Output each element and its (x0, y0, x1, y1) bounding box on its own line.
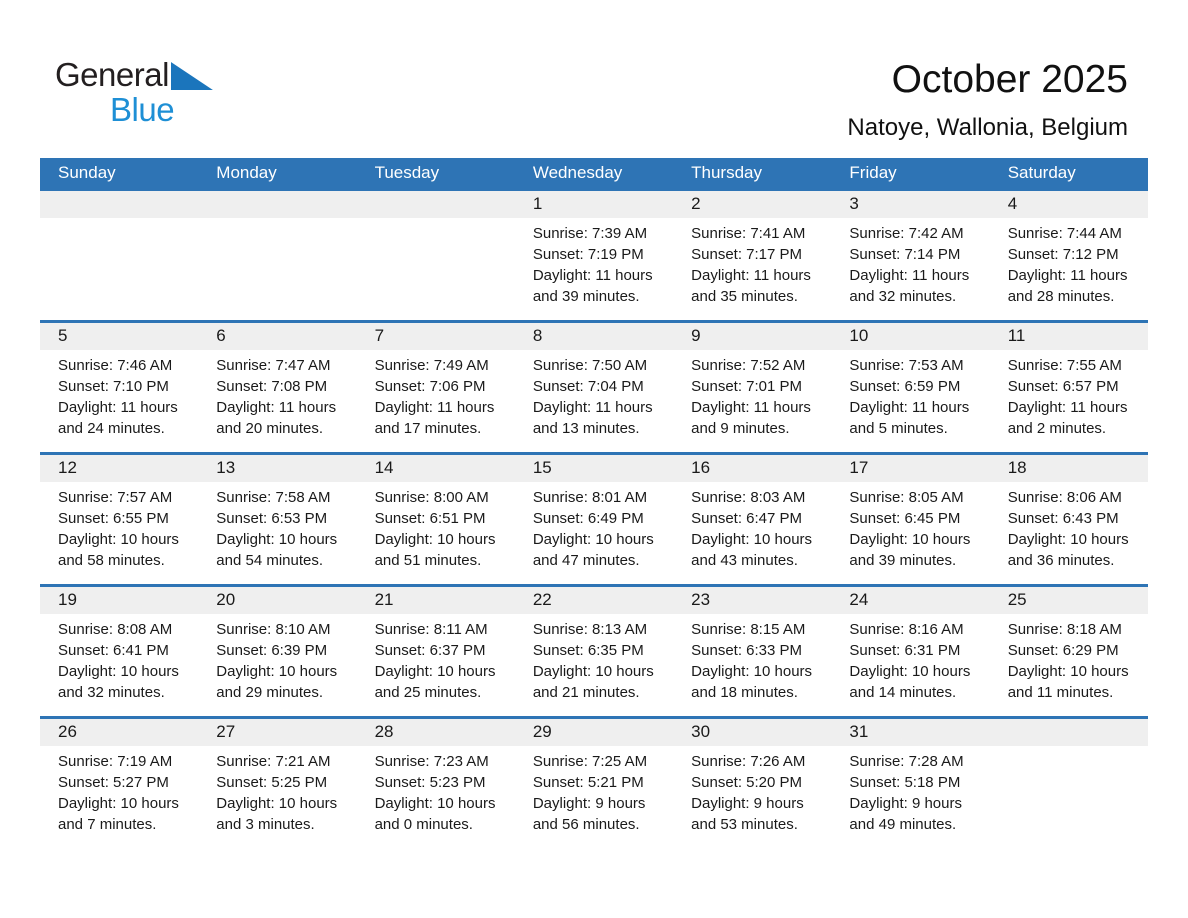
day-number: 1 (515, 191, 673, 218)
day-cell-5 (40, 323, 198, 452)
day-details (831, 746, 989, 835)
daylight-text-line1: Daylight: 11 hours (849, 399, 970, 416)
sunset-text: Sunset: 7:10 PM (58, 378, 169, 395)
day-details (831, 482, 989, 571)
sunset-text: Sunset: 6:57 PM (1007, 378, 1119, 395)
sunrise-text: Sunrise: 8:05 AM (849, 489, 964, 506)
daylight-text-line2: and 49 minutes. (849, 816, 957, 833)
daylight-text-line1: Daylight: 11 hours (849, 267, 970, 284)
daylight-text-line1: Daylight: 10 hours (374, 531, 496, 548)
day-details (198, 614, 356, 703)
sunset-text: Sunset: 7:14 PM (849, 246, 961, 263)
sunset-text: Sunset: 6:29 PM (1007, 642, 1119, 659)
daylight-text-line2: and 20 minutes. (216, 420, 324, 437)
day-details (40, 482, 198, 571)
weekday-header-row (40, 158, 1148, 188)
sunrise-text: Sunrise: 7:50 AM (532, 357, 648, 374)
day-number: 16 (673, 455, 831, 482)
daylight-text-line1: Daylight: 9 hours (691, 795, 804, 812)
sunset-text: Sunset: 6:47 PM (691, 510, 803, 527)
daylight-text-line2: and 0 minutes. (374, 816, 473, 833)
daylight-text-line2: and 14 minutes. (849, 684, 957, 701)
daylight-text-line1: Daylight: 9 hours (532, 795, 646, 812)
day-details (673, 746, 831, 835)
day-cell-4 (990, 191, 1148, 320)
sunrise-text: Sunrise: 7:49 AM (374, 357, 489, 374)
daylight-text-line2: and 9 minutes. (691, 420, 790, 437)
sunrise-text: Sunrise: 8:03 AM (691, 489, 806, 506)
sunrise-text: Sunrise: 7:21 AM (216, 753, 331, 770)
sunset-text: Sunset: 6:37 PM (374, 642, 486, 659)
day-number: 28 (357, 719, 515, 746)
general-blue-logo (55, 58, 213, 126)
day-cell-17 (831, 455, 989, 584)
daylight-text-line1: Daylight: 10 hours (374, 663, 496, 680)
day-details (198, 482, 356, 571)
day-cell-23 (673, 587, 831, 716)
daylight-text-line2: and 3 minutes. (216, 816, 315, 833)
day-number: 31 (831, 719, 989, 746)
day-details (357, 350, 515, 439)
sunrise-text: Sunrise: 7:19 AM (58, 753, 173, 770)
day-cell-11 (990, 323, 1148, 452)
sunset-text: Sunset: 7:19 PM (532, 246, 644, 263)
day-number: 17 (831, 455, 989, 482)
day-number: 4 (990, 191, 1148, 218)
sunrise-text: Sunrise: 8:15 AM (691, 621, 806, 638)
day-number: 29 (515, 719, 673, 746)
day-details (673, 614, 831, 703)
daylight-text-line2: and 25 minutes. (374, 684, 482, 701)
sunset-text: Sunset: 5:20 PM (691, 774, 803, 791)
day-cell-9 (673, 323, 831, 452)
daylight-text-line1: Daylight: 10 hours (1007, 531, 1129, 548)
daylight-text-line2: and 51 minutes. (374, 552, 482, 569)
day-cell-27 (198, 719, 356, 848)
day-number: 3 (831, 191, 989, 218)
sunrise-text: Sunrise: 7:26 AM (691, 753, 806, 770)
day-cell-12 (40, 455, 198, 584)
daylight-text-line2: and 28 minutes. (1007, 288, 1115, 305)
sunrise-text: Sunrise: 7:44 AM (1007, 225, 1122, 242)
day-number: 13 (198, 455, 356, 482)
daylight-text-line2: and 13 minutes. (532, 420, 640, 437)
day-cell-30 (673, 719, 831, 848)
daylight-text-line1: Daylight: 10 hours (58, 795, 179, 812)
sunset-text: Sunset: 6:31 PM (849, 642, 961, 659)
sunrise-text: Sunrise: 8:11 AM (374, 621, 488, 638)
daylight-text-line1: Daylight: 11 hours (691, 399, 811, 416)
day-cell-10 (831, 323, 989, 452)
sunset-text: Sunset: 6:33 PM (691, 642, 803, 659)
weekday-header-tuesday: Tuesday (374, 163, 440, 182)
daylight-text-line1: Daylight: 10 hours (58, 531, 179, 548)
day-number: 20 (198, 587, 356, 614)
daylight-text-line2: and 35 minutes. (691, 288, 798, 305)
day-cell-29 (515, 719, 673, 848)
day-cell-26 (40, 719, 198, 848)
day-cell-18 (990, 455, 1148, 584)
day-cell-22 (515, 587, 673, 716)
week-row-4 (40, 584, 1148, 716)
daylight-text-line2: and 58 minutes. (58, 552, 165, 569)
sunset-text: Sunset: 7:04 PM (532, 378, 644, 395)
sunset-text: Sunset: 6:51 PM (374, 510, 486, 527)
day-number: 23 (673, 587, 831, 614)
logo-text-general: General (55, 56, 169, 93)
sunrise-text: Sunrise: 7:57 AM (58, 489, 173, 506)
day-number: 26 (40, 719, 198, 746)
sunrise-text: Sunrise: 7:42 AM (849, 225, 964, 242)
day-number: 27 (198, 719, 356, 746)
day-details (357, 746, 515, 835)
day-details (515, 218, 673, 307)
day-cell-19 (40, 587, 198, 716)
daylight-text-line1: Daylight: 10 hours (216, 795, 338, 812)
week-row-5 (40, 716, 1148, 848)
day-number: 19 (40, 587, 198, 614)
sunrise-text: Sunrise: 7:39 AM (532, 225, 648, 242)
day-number: 30 (673, 719, 831, 746)
empty-day-strip (990, 719, 1148, 746)
daylight-text-line1: Daylight: 10 hours (1007, 663, 1129, 680)
sunset-text: Sunset: 7:12 PM (1007, 246, 1119, 263)
empty-day-cell (40, 191, 198, 320)
sunset-text: Sunset: 6:49 PM (532, 510, 644, 527)
day-details (990, 350, 1148, 439)
day-number: 22 (515, 587, 673, 614)
empty-day-strip (40, 191, 198, 218)
daylight-text-line2: and 39 minutes. (532, 288, 640, 305)
day-number: 9 (673, 323, 831, 350)
day-details (831, 614, 989, 703)
day-number: 11 (990, 323, 1148, 350)
sunrise-text: Sunrise: 8:16 AM (849, 621, 964, 638)
day-cell-13 (198, 455, 356, 584)
empty-day-cell (990, 719, 1148, 848)
day-details (831, 350, 989, 439)
daylight-text-line2: and 7 minutes. (58, 816, 157, 833)
daylight-text-line1: Daylight: 10 hours (216, 531, 338, 548)
daylight-text-line1: Daylight: 11 hours (216, 399, 337, 416)
sunset-text: Sunset: 6:53 PM (216, 510, 328, 527)
sunrise-text: Sunrise: 7:55 AM (1007, 357, 1122, 374)
empty-day-strip (198, 191, 356, 218)
day-cell-15 (515, 455, 673, 584)
weekday-header-friday: Friday (849, 163, 897, 182)
day-cell-1 (515, 191, 673, 320)
day-cell-7 (357, 323, 515, 452)
sunset-text: Sunset: 7:06 PM (374, 378, 486, 395)
week-row-2 (40, 320, 1148, 452)
sunrise-text: Sunrise: 8:13 AM (532, 621, 648, 638)
empty-day-cell (357, 191, 515, 320)
day-cell-2 (673, 191, 831, 320)
day-number: 10 (831, 323, 989, 350)
month-title: October 2025 (891, 58, 1128, 101)
sunrise-text: Sunrise: 7:53 AM (849, 357, 964, 374)
day-details (198, 350, 356, 439)
day-cell-16 (673, 455, 831, 584)
daylight-text-line1: Daylight: 11 hours (691, 267, 811, 284)
sunset-text: Sunset: 6:39 PM (216, 642, 328, 659)
daylight-text-line2: and 17 minutes. (374, 420, 482, 437)
day-details (673, 482, 831, 571)
day-cell-24 (831, 587, 989, 716)
day-details (990, 614, 1148, 703)
day-details (515, 614, 673, 703)
sunset-text: Sunset: 5:23 PM (374, 774, 486, 791)
daylight-text-line2: and 24 minutes. (58, 420, 165, 437)
daylight-text-line1: Daylight: 11 hours (1007, 399, 1128, 416)
day-number: 24 (831, 587, 989, 614)
sunrise-text: Sunrise: 7:47 AM (216, 357, 331, 374)
day-details (515, 482, 673, 571)
sunrise-text: Sunrise: 7:52 AM (691, 357, 806, 374)
daylight-text-line1: Daylight: 11 hours (374, 399, 495, 416)
sunrise-text: Sunrise: 7:46 AM (58, 357, 173, 374)
sunrise-text: Sunrise: 8:18 AM (1007, 621, 1122, 638)
empty-day-cell (198, 191, 356, 320)
day-cell-8 (515, 323, 673, 452)
sunset-text: Sunset: 5:21 PM (532, 774, 644, 791)
weekday-header-wednesday: Wednesday (532, 163, 623, 182)
daylight-text-line2: and 29 minutes. (216, 684, 324, 701)
day-details (40, 614, 198, 703)
day-details (673, 218, 831, 307)
day-details (40, 746, 198, 835)
daylight-text-line2: and 18 minutes. (691, 684, 798, 701)
daylight-text-line2: and 53 minutes. (691, 816, 798, 833)
daylight-text-line1: Daylight: 10 hours (849, 663, 971, 680)
day-number: 25 (990, 587, 1148, 614)
sunset-text: Sunset: 6:41 PM (58, 642, 169, 659)
daylight-text-line1: Daylight: 9 hours (849, 795, 962, 812)
logo-triangle-icon (171, 62, 213, 90)
sunset-text: Sunset: 6:59 PM (849, 378, 961, 395)
sunset-text: Sunset: 7:01 PM (691, 378, 803, 395)
sunset-text: Sunset: 5:18 PM (849, 774, 961, 791)
weekday-header-monday: Monday (216, 163, 277, 182)
day-cell-21 (357, 587, 515, 716)
day-details (198, 746, 356, 835)
sunset-text: Sunset: 6:55 PM (58, 510, 169, 527)
sunset-text: Sunset: 6:35 PM (532, 642, 644, 659)
daylight-text-line1: Daylight: 10 hours (374, 795, 496, 812)
location-subtitle: Natoye, Wallonia, Belgium (847, 114, 1128, 141)
day-cell-25 (990, 587, 1148, 716)
week-row-3 (40, 452, 1148, 584)
sunrise-text: Sunrise: 8:01 AM (532, 489, 648, 506)
daylight-text-line2: and 5 minutes. (849, 420, 948, 437)
title-block (847, 58, 1128, 142)
day-number: 21 (357, 587, 515, 614)
day-number: 15 (515, 455, 673, 482)
daylight-text-line1: Daylight: 10 hours (691, 531, 813, 548)
day-details (357, 614, 515, 703)
weekday-header-sunday: Sunday (58, 163, 116, 182)
sunset-text: Sunset: 6:43 PM (1007, 510, 1119, 527)
daylight-text-line2: and 47 minutes. (532, 552, 640, 569)
daylight-text-line2: and 32 minutes. (58, 684, 165, 701)
daylight-text-line1: Daylight: 10 hours (691, 663, 813, 680)
sunset-text: Sunset: 5:25 PM (216, 774, 328, 791)
sunrise-text: Sunrise: 7:28 AM (849, 753, 964, 770)
week-row-1 (40, 188, 1148, 320)
sunrise-text: Sunrise: 7:23 AM (374, 753, 489, 770)
day-number: 18 (990, 455, 1148, 482)
daylight-text-line1: Daylight: 10 hours (216, 663, 338, 680)
sunrise-text: Sunrise: 8:08 AM (58, 621, 173, 638)
sunrise-text: Sunrise: 7:25 AM (532, 753, 648, 770)
day-details (515, 746, 673, 835)
day-cell-14 (357, 455, 515, 584)
day-cell-31 (831, 719, 989, 848)
daylight-text-line1: Daylight: 11 hours (532, 267, 653, 284)
day-number: 8 (515, 323, 673, 350)
daylight-text-line2: and 2 minutes. (1007, 420, 1107, 437)
daylight-text-line1: Daylight: 11 hours (532, 399, 653, 416)
day-number: 14 (357, 455, 515, 482)
daylight-text-line2: and 21 minutes. (532, 684, 640, 701)
daylight-text-line2: and 11 minutes. (1007, 684, 1114, 701)
day-cell-3 (831, 191, 989, 320)
day-number: 12 (40, 455, 198, 482)
daylight-text-line1: Daylight: 11 hours (1007, 267, 1128, 284)
day-details (673, 350, 831, 439)
weekday-header-saturday: Saturday (1007, 163, 1076, 182)
day-details (831, 218, 989, 307)
daylight-text-line2: and 54 minutes. (216, 552, 324, 569)
daylight-text-line2: and 32 minutes. (849, 288, 957, 305)
sunrise-text: Sunrise: 8:10 AM (216, 621, 331, 638)
daylight-text-line1: Daylight: 10 hours (532, 663, 654, 680)
day-cell-28 (357, 719, 515, 848)
daylight-text-line1: Daylight: 10 hours (532, 531, 654, 548)
sunset-text: Sunset: 7:08 PM (216, 378, 328, 395)
day-number: 5 (40, 323, 198, 350)
sunrise-text: Sunrise: 8:06 AM (1007, 489, 1122, 506)
day-details (990, 482, 1148, 571)
day-details (515, 350, 673, 439)
logo-text-blue: Blue (110, 91, 175, 128)
day-details (40, 350, 198, 439)
day-number: 2 (673, 191, 831, 218)
daylight-text-line2: and 56 minutes. (532, 816, 640, 833)
daylight-text-line1: Daylight: 11 hours (58, 399, 178, 416)
day-details (357, 482, 515, 571)
sunrise-text: Sunrise: 7:58 AM (216, 489, 331, 506)
sunset-text: Sunset: 6:45 PM (849, 510, 961, 527)
daylight-text-line1: Daylight: 10 hours (58, 663, 179, 680)
daylight-text-line2: and 36 minutes. (1007, 552, 1115, 569)
daylight-text-line2: and 39 minutes. (849, 552, 957, 569)
sunrise-text: Sunrise: 8:00 AM (374, 489, 489, 506)
sunset-text: Sunset: 5:27 PM (58, 774, 169, 791)
weekday-header-thursday: Thursday (691, 163, 763, 182)
day-cell-6 (198, 323, 356, 452)
sunrise-text: Sunrise: 7:41 AM (691, 225, 806, 242)
calendar-grid (40, 158, 1148, 848)
day-number: 7 (357, 323, 515, 350)
empty-day-strip (357, 191, 515, 218)
day-number: 6 (198, 323, 356, 350)
sunset-text: Sunset: 7:17 PM (691, 246, 803, 263)
daylight-text-line1: Daylight: 10 hours (849, 531, 971, 548)
daylight-text-line2: and 43 minutes. (691, 552, 798, 569)
day-details (990, 218, 1148, 307)
day-cell-20 (198, 587, 356, 716)
